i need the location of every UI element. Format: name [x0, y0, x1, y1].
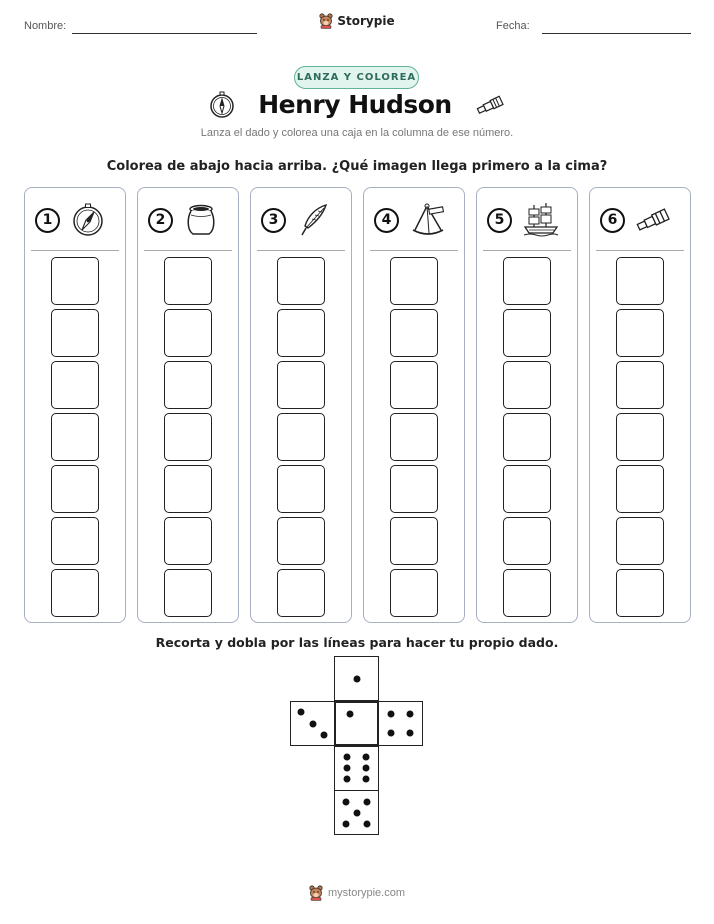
column-5 [476, 187, 578, 623]
activity-badge: LANZA Y COLOREA [294, 66, 419, 89]
color-box[interactable] [51, 465, 99, 513]
spyglass-icon [474, 95, 506, 115]
bear-mascot-icon [319, 13, 333, 29]
number-circle: 3 [261, 208, 286, 233]
color-box[interactable] [503, 517, 551, 565]
color-box[interactable] [616, 517, 664, 565]
color-box[interactable] [164, 413, 212, 461]
die-pip [363, 765, 370, 772]
spyglass-icon [635, 205, 673, 235]
die-pip [354, 810, 361, 817]
column-6 [589, 187, 691, 623]
column-2 [137, 187, 239, 623]
color-box[interactable] [277, 309, 325, 357]
color-box[interactable] [616, 257, 664, 305]
date-line[interactable] [542, 33, 691, 34]
column-4 [363, 187, 465, 623]
column-header [487, 202, 560, 238]
number-circle: 6 [600, 208, 625, 233]
color-box[interactable] [503, 465, 551, 513]
die-pip [347, 711, 354, 718]
color-box[interactable] [503, 309, 551, 357]
die-face-1 [334, 656, 379, 701]
color-box[interactable] [390, 361, 438, 409]
number-circle: 1 [35, 208, 60, 233]
color-box[interactable] [277, 465, 325, 513]
color-box[interactable] [390, 257, 438, 305]
footer-url[interactable]: mystorypie.com [327, 887, 406, 899]
color-box[interactable] [390, 569, 438, 617]
color-box[interactable] [51, 361, 99, 409]
instruction: Colorea de abajo hacia arriba. ¿Qué imagen llega primero a la cima? [106, 159, 608, 174]
color-box[interactable] [616, 413, 664, 461]
die-pip [407, 730, 414, 737]
subtitle: Lanza el dado y colorea una caja en la columna de ese número. [200, 127, 514, 139]
die-face-4 [378, 701, 423, 746]
column-divider [370, 250, 458, 251]
die-pip [343, 821, 350, 828]
die-pip [364, 799, 371, 806]
color-box[interactable] [51, 569, 99, 617]
column-divider [596, 250, 684, 251]
color-box[interactable] [51, 309, 99, 357]
die-face-1 [334, 701, 379, 746]
die-pip [388, 730, 395, 737]
page-title: Henry Hudson [258, 90, 452, 119]
color-box[interactable] [616, 569, 664, 617]
color-box[interactable] [503, 569, 551, 617]
color-box[interactable] [616, 309, 664, 357]
color-box[interactable] [51, 413, 99, 461]
color-box[interactable] [164, 257, 212, 305]
name-line[interactable] [72, 33, 257, 34]
die-pip [388, 711, 395, 718]
die-pip [321, 732, 328, 739]
column-divider [144, 250, 232, 251]
color-box[interactable] [51, 257, 99, 305]
die-pip [310, 721, 317, 728]
color-box[interactable] [277, 517, 325, 565]
color-box[interactable] [277, 413, 325, 461]
title-row [0, 90, 714, 119]
ship-icon [522, 201, 560, 239]
number-circle: 4 [374, 208, 399, 233]
number-circle: 2 [148, 208, 173, 233]
column-header [148, 202, 219, 238]
die-face-3 [290, 701, 335, 746]
compass-icon [70, 202, 106, 238]
color-box[interactable] [503, 413, 551, 461]
column-header [35, 202, 106, 238]
color-box[interactable] [390, 413, 438, 461]
column-header [374, 202, 449, 238]
bear-mascot-icon [309, 885, 323, 901]
die-pip [344, 754, 351, 761]
die-pip [344, 776, 351, 783]
number-circle: 5 [487, 208, 512, 233]
color-box[interactable] [164, 569, 212, 617]
color-box[interactable] [51, 517, 99, 565]
die-pip [407, 711, 414, 718]
color-box[interactable] [164, 309, 212, 357]
die-pip [363, 754, 370, 761]
pot-icon [183, 202, 219, 238]
cut-instruction: Recorta y dobla por las líneas para hacer tu propio dado. [155, 635, 559, 650]
color-box[interactable] [616, 361, 664, 409]
color-box[interactable] [164, 361, 212, 409]
color-box[interactable] [277, 569, 325, 617]
column-header [600, 202, 673, 238]
logo-text: Storypie [337, 14, 395, 28]
die-pip [354, 676, 361, 683]
die-face-6 [334, 746, 379, 791]
column-divider [483, 250, 571, 251]
die-pip [298, 709, 305, 716]
color-box[interactable] [390, 517, 438, 565]
color-box[interactable] [616, 465, 664, 513]
color-box[interactable] [277, 257, 325, 305]
color-box[interactable] [164, 465, 212, 513]
color-box[interactable] [390, 465, 438, 513]
column-divider [257, 250, 345, 251]
column-3 [250, 187, 352, 623]
sextant-icon [409, 202, 449, 238]
die-pip [363, 776, 370, 783]
color-box[interactable] [503, 257, 551, 305]
column-header [261, 202, 332, 238]
storypie-logo [0, 13, 714, 29]
date-label: Fecha: [496, 20, 530, 32]
die-pip [364, 821, 371, 828]
footer [0, 885, 714, 901]
color-box[interactable] [277, 361, 325, 409]
color-box[interactable] [390, 309, 438, 357]
name-label: Nombre: [24, 20, 67, 32]
die-pip [344, 765, 351, 772]
die-face-5 [334, 790, 379, 835]
color-box[interactable] [164, 517, 212, 565]
color-box[interactable] [503, 361, 551, 409]
column-1 [24, 187, 126, 623]
die-pip [343, 799, 350, 806]
column-divider [31, 250, 119, 251]
compass-icon [208, 91, 236, 119]
quill-icon [296, 202, 332, 238]
